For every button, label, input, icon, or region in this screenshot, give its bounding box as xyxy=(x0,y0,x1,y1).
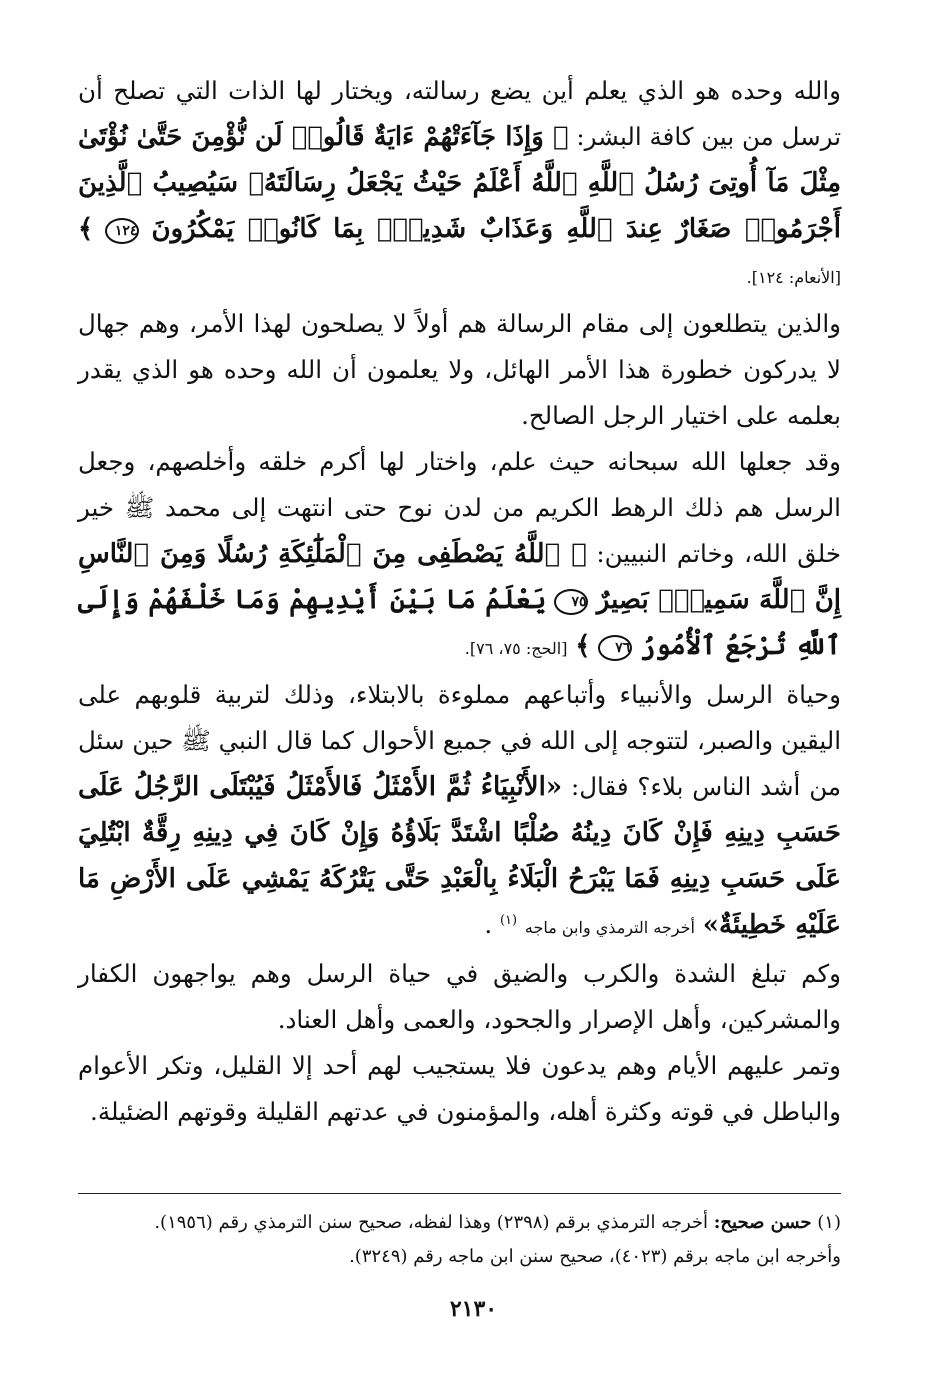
hadith-quote: «الأَنْبِيَاءُ ثُمَّ الأَمْثَلُ فَالأَمْثَلُ فَيُبْتَلَى الرَّجُلُ عَلَى حَسَبِ دِينِهِ فَإِنْ كَانَ دِينُهُ صُلْبًا اشْتَدَّ بَلَاؤُهُ وَإِنْ كَانَ فِي دِينِهِ رِقَّةٌ ابْتُلِيَ عَلَى حَسَبِ دِينِهِ فَمَا يَبْرَحُ الْبَلَاءُ بِالْعَبْدِ حَتَّى يَتْرُكَهُ يَمْشِي عَلَى الأَرْضِ مَا عَلَيْهِ خَطِيئَةٌ» xyxy=(78,772,841,940)
footnote-number: (١) xyxy=(817,1212,841,1233)
footnote-grade: حسن صحيح: xyxy=(713,1212,812,1233)
paragraph-text: وكم تبلغ الشدة والكرب والضيق في حياة الرسل وهم يواجهون الكفار والمشركين، وأهل الإصرار والجحود، والعمى وأهل العناد. xyxy=(78,959,841,1034)
footnote-text: وأخرجه ابن ماجه برقم (٤٠٢٣)، صحيح سنن ابن ماجه رقم (٣٢٤٩). xyxy=(349,1246,841,1267)
quran-reference: [الأنعام: ١٢٤]. xyxy=(746,268,841,287)
ayah-number-marker: ٧٦ xyxy=(598,635,632,661)
ayah-number-marker: ١٢٤ xyxy=(105,218,139,244)
paragraph-text: والله وحده هو الذي يعلم أين يضع رسالته، ويختار لها الذات التي تصلح أن ترسل من بين كافة البشر: xyxy=(78,76,842,151)
footnote-marker: (١) xyxy=(499,912,518,928)
footnotes xyxy=(78,1206,841,1274)
quran-close-bracket: ﴾ xyxy=(575,631,591,661)
paragraph-text: وتمر عليهم الأيام وهم يدعون فلا يستجيب لهم أحد إلا القليل، وتكر الأعوام والباطل في قوته وكثرة أهله، والمؤمنون في عدتهم القليلة وقوتهم الضئيلة. xyxy=(78,1051,841,1126)
paragraph-5 xyxy=(78,951,841,1043)
footnote-1 xyxy=(78,1206,841,1240)
quran-verse: ﴿ ٱللَّهُ يَصْطَفِى مِنَ ٱلْمَلَٰٓئِكَةِ رُسُلًا وَمِنَ ٱلنَّاسِ إِنَّ ٱللَّهَ سَمِيعٌۢ بَصِيرٌ xyxy=(78,539,842,615)
paragraph-6 xyxy=(78,1043,841,1135)
quran-close-bracket: ﴾ xyxy=(78,214,94,244)
paragraph-text: والذين يتطلعون إلى مقام الرسالة هم أولاً لا يصلحون لهذا الأمر، وهم جهال لا يدركون خطورة هذا الأمر الهائل، ولا يعلمون أن الله وحده هو الذي يقدر بعلمه على اختيار الرجل الصالح. xyxy=(78,309,841,430)
footnote-1-continued xyxy=(78,1240,841,1274)
sentence-end: . xyxy=(484,910,493,939)
paragraph-text: وحياة الرسل والأنبياء وأتباعهم مملوءة بالابتلاء، وذلك لتربية قلوبهم على اليقين والصبر، لتتوجه إلى الله في جميع الأحوال كما قال النبي ﷺ حين سئل من أشد الناس بلاء؟ فقال: xyxy=(78,680,841,801)
ayah-number-marker: ٧٥ xyxy=(554,589,588,615)
footnote-divider xyxy=(78,1193,841,1194)
quran-reference: [الحج: ٧٥، ٧٦]. xyxy=(464,639,568,658)
paragraph-1 xyxy=(78,68,841,301)
paragraph-4 xyxy=(78,672,841,951)
main-text xyxy=(78,68,841,1135)
paragraph-2 xyxy=(78,301,841,439)
paragraph-text: وقد جعلها الله سبحانه حيث علم، واختار لها أكرم خلقه وأخلصهم، وجعل الرسل هم ذلك الرهط الكريم من لدن نوح حتى انتهت إلى محمد ﷺ خير خلق الله، وخاتم النبيين: xyxy=(78,447,841,568)
quran-verse: يَعْلَمُ مَا بَيْنَ أَيْدِيهِمْ وَمَا خَلْفَهُمْ وَإِلَى ٱللَّهِ تُرْجَعُ ٱلْأُمُورُ xyxy=(78,585,841,661)
paragraph-3 xyxy=(78,439,841,672)
hadith-source: أخرجه الترمذي وابن ماجه xyxy=(524,918,695,937)
quran-verse: ﴿ وَإِذَا جَآءَتْهُمْ ءَايَةٌ قَالُوا۟ لَن نُّؤْمِنَ حَتَّىٰ نُؤْتَىٰ مِثْلَ مَآ أُوتِىَ رُسُلُ ٱللَّهِ ٱللَّهُ أَعْلَمُ حَيْثُ يَجْعَلُ رِسَالَتَهُۥ سَيُصِيبُ ٱلَّذِينَ أَجْرَمُوا۟ صَغَارٌ عِندَ ٱللَّهِ وَعَذَابٌ شَدِيدٌۢ بِمَا كَانُوا۟ يَمْكُرُونَ xyxy=(78,122,841,244)
footnote-text: أخرجه الترمذي برقم (٢٣٩٨) وهذا لفظه، صحيح سنن الترمذي رقم (١٩٥٦). xyxy=(154,1212,709,1233)
page-number: ٢١٣٠ xyxy=(449,1296,498,1322)
